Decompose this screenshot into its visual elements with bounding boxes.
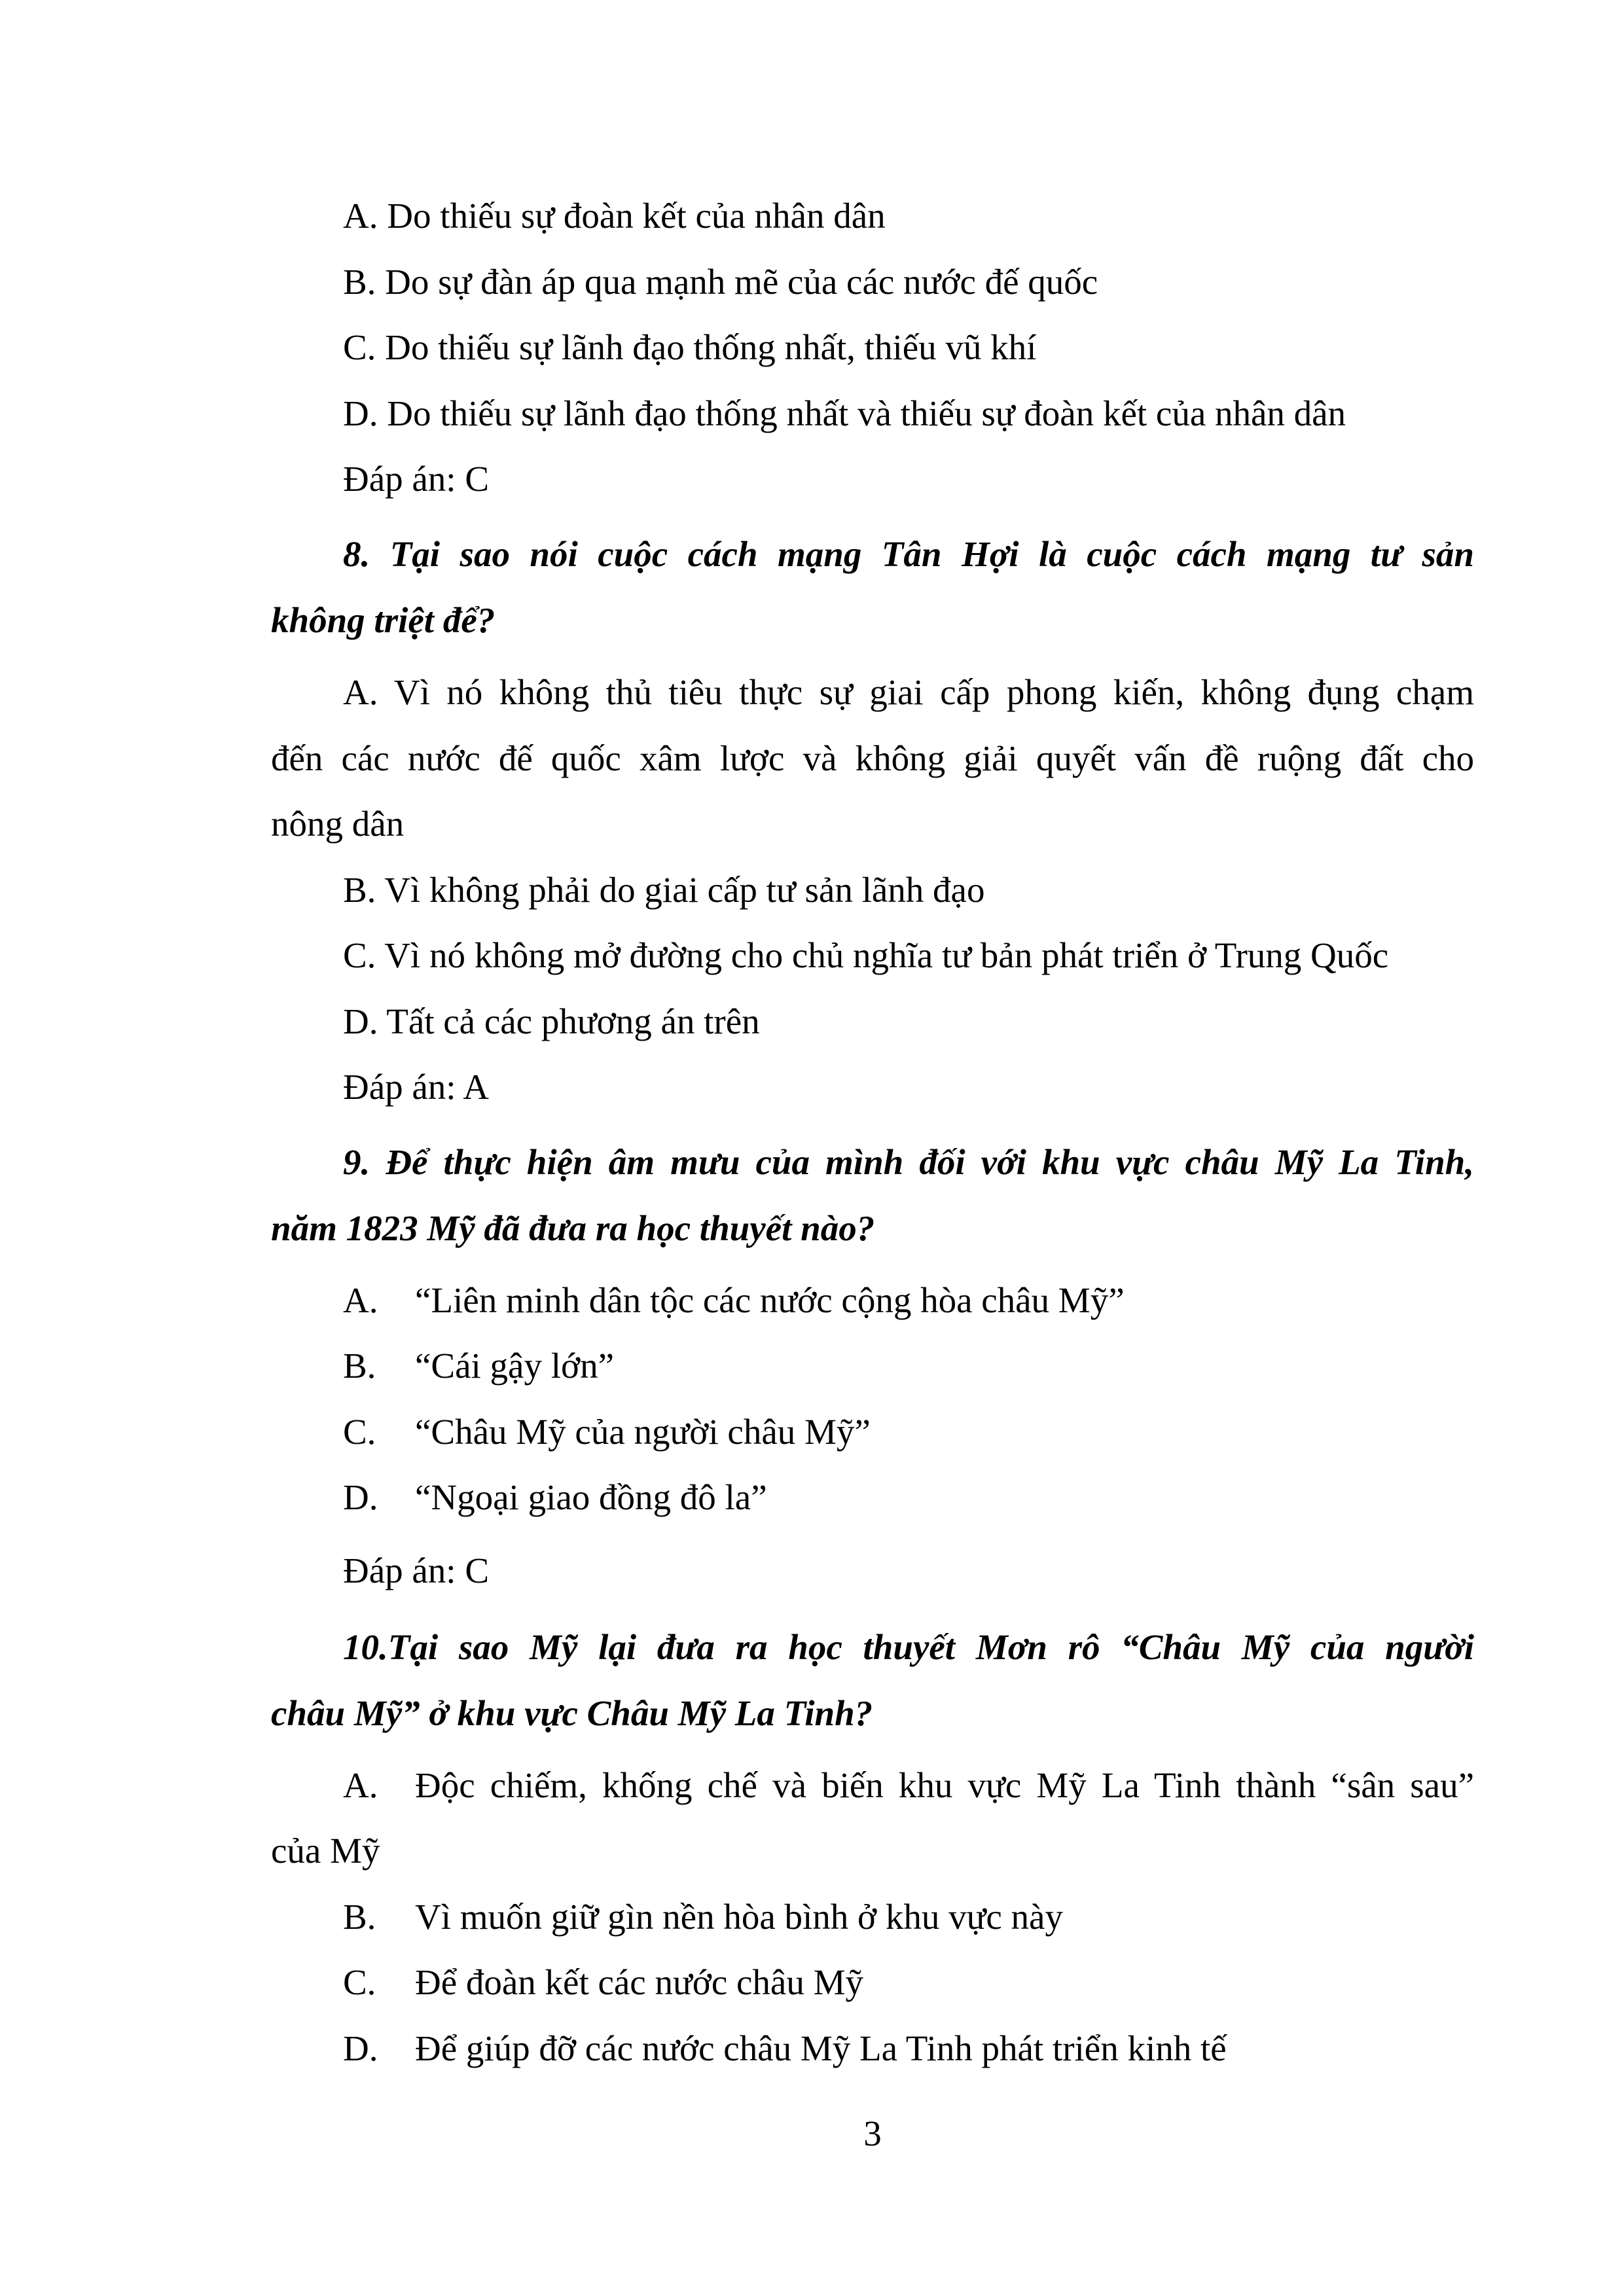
q9-question-line-2: năm 1823 Mỹ đã đưa ra học thuyết nào?: [271, 1208, 875, 1248]
q9-option-b-text: “Cái gậy lớn”: [415, 1346, 614, 1386]
q10-question-line-2: châu Mỹ” ở khu vực Châu Mỹ La Tinh?: [271, 1693, 873, 1733]
q10-option-d: [343, 2026, 1227, 2072]
q9-option-c-letter: C.: [343, 1412, 376, 1452]
q8-option-d: D. Tất cả các phương án trên: [343, 1001, 760, 1041]
q8-answer: Đáp án: A: [343, 1067, 490, 1107]
q10-option-c-letter: C.: [343, 1962, 376, 2002]
q7-option-c: C. Do thiếu sự lãnh đạo thống nhất, thiếu vũ khí: [343, 327, 1037, 367]
q8-question-line-2: không triệt để?: [271, 600, 496, 640]
q7-option-a: A. Do thiếu sự đoàn kết của nhân dân: [343, 196, 886, 236]
q10-option-b-letter: B.: [343, 1897, 376, 1937]
q8-option-c: C. Vì nó không mở đường cho chủ nghĩa tư bản phát triển ở Trung Quốc: [343, 935, 1389, 975]
q9-option-b-letter: B.: [343, 1346, 376, 1386]
q8-option-a-line-3: nông dân: [271, 804, 405, 844]
q7-answer: Đáp án: C: [343, 459, 490, 499]
q9-option-c-text: “Châu Mỹ của người châu Mỹ”: [415, 1412, 871, 1452]
q8-question-line-1: 8. Tại sao nói cuộc cách mạng Tân Hợi là cuộc cách mạng tư sản: [343, 534, 1474, 574]
q10-option-a-continuation: của Mỹ: [271, 1831, 380, 1871]
q9-option-a-text: “Liên minh dân tộc các nước cộng hòa châu Mỹ”: [415, 1280, 1125, 1320]
q9-question-line-1: 9. Để thực hiện âm mưu của mình đối với khu vực châu Mỹ La Tinh,: [343, 1142, 1474, 1182]
q8-option-b: B. Vì không phải do giai cấp tư sản lãnh đạo: [343, 870, 985, 910]
q10-option-c: [343, 1960, 863, 2005]
q9-option-d: [343, 1475, 767, 1520]
q9-option-b: [343, 1343, 614, 1389]
q10-option-a-letter: A.: [343, 1765, 378, 1805]
q10-option-a: [343, 1763, 1474, 1808]
document-page: [271, 0, 1474, 2296]
q7-option-b: B. Do sự đàn áp qua mạnh mẽ của các nước đế quốc: [343, 262, 1098, 302]
q9-answer: Đáp án: C: [343, 1551, 490, 1590]
q7-option-d: D. Do thiếu sự lãnh đạo thống nhất và thiếu sự đoàn kết của nhân dân: [343, 393, 1346, 433]
q9-option-d-text: “Ngoại giao đồng đô la”: [415, 1477, 767, 1517]
q10-option-d-text: Để giúp đỡ các nước châu Mỹ La Tinh phát triển kinh tế: [415, 2028, 1227, 2068]
q9-option-a: [343, 1278, 1125, 1323]
q10-option-b: [343, 1894, 1063, 1940]
q10-option-d-letter: D.: [343, 2028, 378, 2068]
q10-option-c-text: Để đoàn kết các nước châu Mỹ: [415, 1962, 864, 2002]
q10-option-a-text: Độc chiếm, khống chế và biến khu vực Mỹ La Tinh thành “sân sau”: [415, 1765, 1474, 1805]
q8-option-a-line-2: đến các nước đế quốc xâm lược và không giải quyết vấn đề ruộng đất cho: [271, 738, 1474, 778]
q9-option-a-letter: A.: [343, 1280, 378, 1320]
q9-option-d-letter: D.: [343, 1477, 378, 1517]
q10-question-line-1: 10.Tại sao Mỹ lại đưa ra học thuyết Mơn rô “Châu Mỹ của người: [343, 1627, 1474, 1667]
q8-option-a-line-1: A. Vì nó không thủ tiêu thực sự giai cấp phong kiến, không đụng chạm: [343, 672, 1474, 712]
q9-option-c: [343, 1409, 871, 1455]
q10-option-b-text: Vì muốn giữ gìn nền hòa bình ở khu vực này: [415, 1897, 1063, 1937]
page-number: 3: [863, 2113, 882, 2153]
